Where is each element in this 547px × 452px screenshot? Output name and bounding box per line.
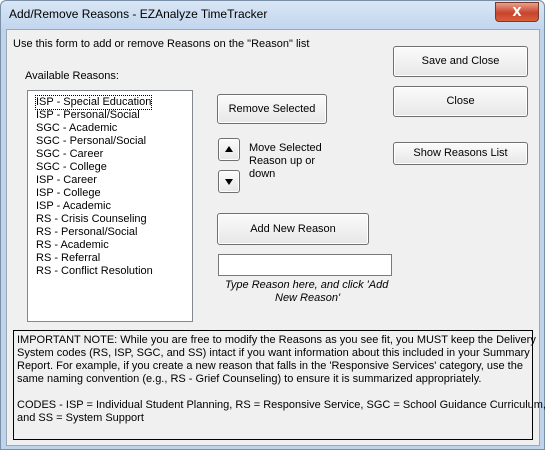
available-reasons-label: Available Reasons: [25, 70, 119, 82]
note-line: CODES - ISP = Individual Student Planning, RS = Responsive Service, SGC = School Guidance Curriculum, [17, 399, 546, 411]
form-body [6, 29, 546, 446]
add-new-reason-button[interactable]: Add New Reason [217, 213, 369, 245]
list-item[interactable]: ISP - Academic [36, 200, 111, 212]
move-label-line-1: Move Selected [249, 142, 322, 154]
list-item[interactable]: RS - Conflict Resolution [36, 265, 153, 277]
list-item[interactable]: ISP - Career [36, 174, 97, 186]
instruction-text: Use this form to add or remove Reasons on the "Reason" list [13, 38, 310, 50]
list-item[interactable]: SGC - Career [36, 148, 104, 160]
list-item[interactable]: ISP - College [36, 187, 101, 199]
move-label-line-3: down [249, 168, 276, 180]
up-arrow-icon [225, 146, 233, 152]
remove-selected-button[interactable]: Remove Selected [217, 94, 327, 124]
note-line: same naming convention (e.g., RS - Grief Counseling) to ensure it is summarized appropriately. [17, 373, 482, 385]
list-item[interactable]: SGC - Academic [36, 122, 118, 134]
important-note [13, 330, 546, 440]
new-reason-input[interactable] [218, 254, 392, 276]
title-bar[interactable] [1, 1, 544, 29]
move-down-button[interactable] [218, 170, 240, 193]
window-title: Add/Remove Reasons - EZAnalyze TimeTracker [9, 7, 268, 21]
list-item[interactable]: RS - Academic [36, 239, 109, 251]
window-close-button[interactable]: X [495, 2, 539, 22]
list-item[interactable]: SGC - College [36, 161, 107, 173]
show-reasons-list-button[interactable]: Show Reasons List [393, 142, 528, 165]
down-arrow-icon [225, 179, 233, 185]
note-line: Report. For example, if you create a new reason that falls in the 'Responsive Services' category, use the [17, 360, 523, 372]
note-line: System codes (RS, ISP, SGC, and SS) intact if you want information about this included in your Summary [17, 347, 530, 359]
save-and-close-button[interactable]: Save and Close [393, 46, 528, 77]
list-item[interactable]: RS - Crisis Counseling [36, 213, 147, 225]
hint-line-1: Type Reason here, and click 'Add [225, 279, 389, 291]
reasons-listbox[interactable] [27, 90, 193, 322]
list-item[interactable]: RS - Referral [36, 252, 101, 264]
list-item[interactable]: RS - Personal/Social [36, 226, 138, 238]
note-line: and SS = System Support [17, 412, 144, 424]
hint-line-2: New Reason' [275, 292, 341, 304]
move-up-button[interactable] [218, 138, 240, 161]
note-line: IMPORTANT NOTE: While you are free to modify the Reasons as you see fit, you MUST keep the Delivery [17, 334, 536, 346]
move-label-line-2: Reason up or [249, 155, 316, 167]
close-button[interactable]: Close [393, 86, 528, 117]
list-item[interactable]: SGC - Personal/Social [36, 135, 147, 147]
list-item[interactable]: ISP - Personal/Social [36, 109, 140, 121]
list-item[interactable]: ISP - Special Education [36, 96, 152, 108]
